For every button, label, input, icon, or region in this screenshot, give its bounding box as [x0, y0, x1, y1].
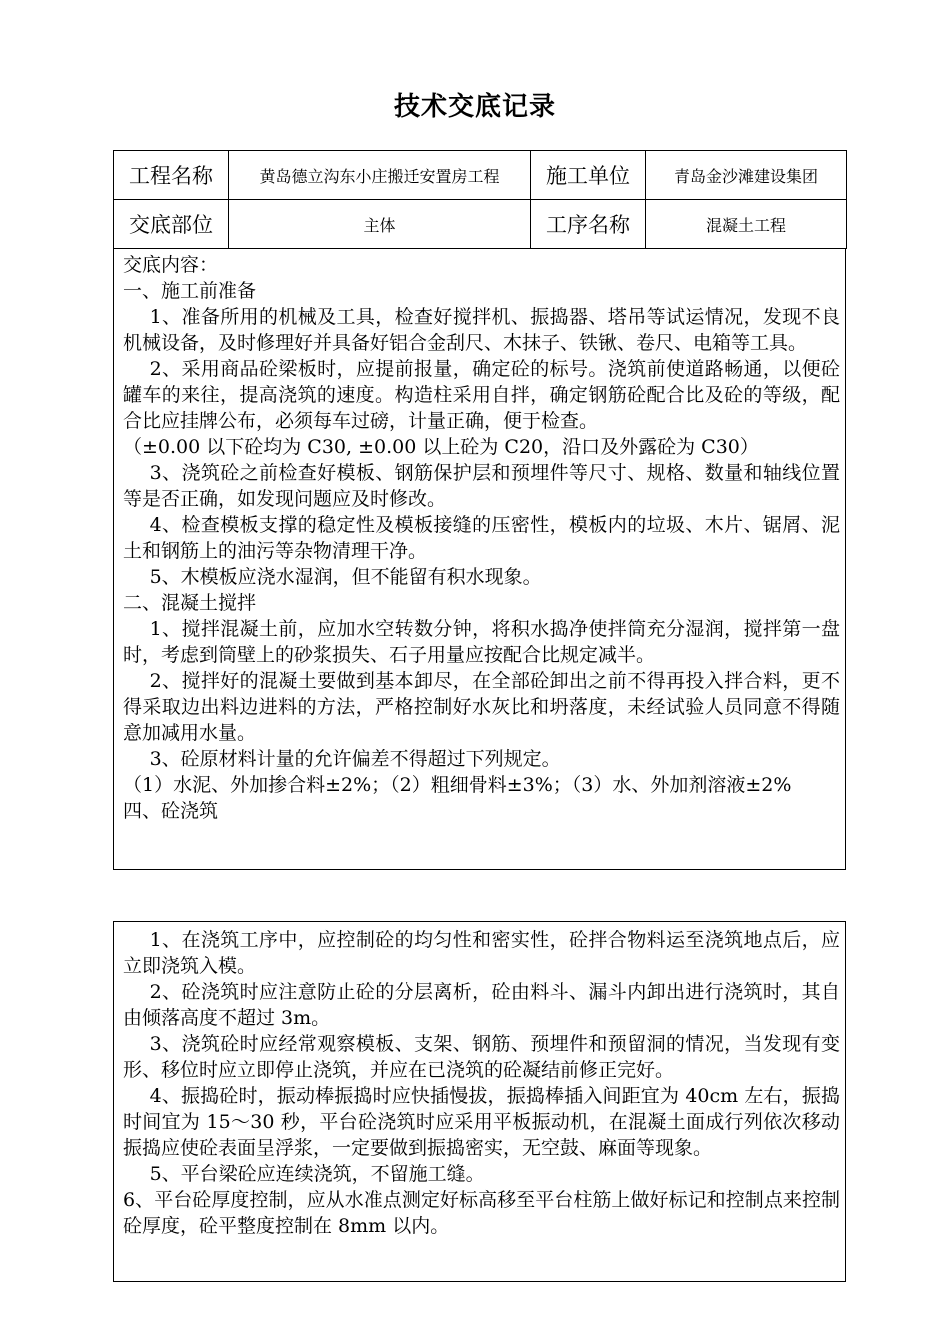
- part-value: 主体: [229, 200, 531, 249]
- paragraph-note: （±0.00 以下砼均为 C30, ±0.00 以上砼为 C20，沿口及外露砼为 C30）: [123, 436, 759, 458]
- paragraph: 3、浇筑砼之前检查好模板、钢筋保护层和预埋件等尺寸、规格、数量和轴线位置等是否正确，如发现问题应及时修改。: [123, 462, 840, 510]
- project-name-label: 工程名称: [114, 151, 229, 200]
- paragraph: 5、木模板应浇水湿润，但不能留有积水现象。: [149, 566, 542, 588]
- section-heading: 四、砼浇筑: [123, 800, 219, 822]
- content-box-1: [113, 249, 846, 870]
- process-name-value: 混凝土工程: [646, 200, 847, 249]
- part-label: 交底部位: [114, 200, 229, 249]
- paragraph: 3、浇筑砼时应经常观察模板、支架、钢筋、预埋件和预留洞的情况，当发现有变形、移位时应立即停止浇筑，并应在已浇筑的砼凝结前修正完好。: [123, 1033, 840, 1081]
- paragraph: 2、搅拌好的混凝土要做到基本卸尽，在全部砼卸出之前不得再投入拌合料，更不得采取边出料边进料的方法，严格控制好水灰比和坍落度，未经试验人员同意不得随意加减用水量。: [123, 670, 840, 744]
- header-table: [113, 150, 847, 249]
- process-name-label: 工序名称: [531, 200, 646, 249]
- paragraph: 5、平台梁砼应连续浇筑，不留施工缝。: [149, 1163, 485, 1185]
- section-heading: 一、施工前准备: [123, 280, 257, 302]
- paragraph: 1、搅拌混凝土前，应加水空转数分钟，将积水捣净使拌筒充分湿润，搅拌第一盘时，考虑到筒壁上的砂浆损失、石子用量应按配合比规定减半。: [123, 618, 840, 666]
- paragraph: 6、平台砼厚度控制，应从水准点测定好标高移至平台柱筋上做好标记和控制点来控制砼厚度，砼平整度控制在 8mm 以内。: [123, 1189, 840, 1237]
- paragraph: 3、砼原材料计量的允许偏差不得超过下列规定。: [149, 748, 561, 770]
- paragraph: 2、采用商品砼梁板时，应提前报量，确定砼的标号。浇筑前使道路畅通，以便砼罐车的来往，提高浇筑的速度。构造柱采用自拌，确定钢筋砼配合比及砼的等级，配合比应挂牌公布，必须每车过磅，计量正确，便于检查。: [123, 358, 840, 432]
- header-row-1: [114, 151, 847, 200]
- header-row-2: [114, 200, 847, 249]
- paragraph: 2、砼浇筑时应注意防止砼的分层离析，砼由料斗、漏斗内卸出进行浇筑时，其自由倾落高度不超过 3m。: [123, 981, 840, 1029]
- construction-unit-value: 青岛金沙滩建设集团: [646, 151, 847, 200]
- section-heading: 二、混凝土搅拌: [123, 592, 257, 614]
- paragraph-tolerances: （1）水泥、外加掺合料±2%；（2）粗细骨料±3%；（3）水、外加剂溶液±2%: [123, 774, 792, 796]
- project-name-value: 黄岛德立沟东小庄搬迁安置房工程: [229, 151, 531, 200]
- paragraph: 1、准备所用的机械及工具，检查好搅拌机、振捣器、塔吊等试运情况，发现不良机械设备，及时修理好并具备好铝合金刮尺、木抹子、铁锹、卷尺、电箱等工具。: [123, 306, 840, 354]
- document-title: 技术交底记录: [393, 92, 556, 122]
- construction-unit-label: 施工单位: [531, 151, 646, 200]
- content-box-2: [113, 921, 846, 1282]
- paragraph: 4、振捣砼时，振动棒振捣时应快插慢拔，振捣棒插入间距宜为 40cm 左右，振捣时间宜为 15～30 秒，平台砼浇筑时应采用平板振动机，在混凝土面成行列依次移动振捣应使砼表面呈浮浆，一定要做到振捣密实，无空鼓、麻面等现象。: [123, 1085, 840, 1159]
- content-heading: 交底内容：: [123, 254, 219, 276]
- paragraph: 4、检查模板支撑的稳定性及模板接缝的压密性，模板内的垃圾、木片、锯屑、泥土和钢筋上的油污等杂物清理干净。: [123, 514, 840, 562]
- paragraph: 1、在浇筑工序中，应控制砼的均匀性和密实性，砼拌合物料运至浇筑地点后，应立即浇筑入模。: [123, 929, 840, 977]
